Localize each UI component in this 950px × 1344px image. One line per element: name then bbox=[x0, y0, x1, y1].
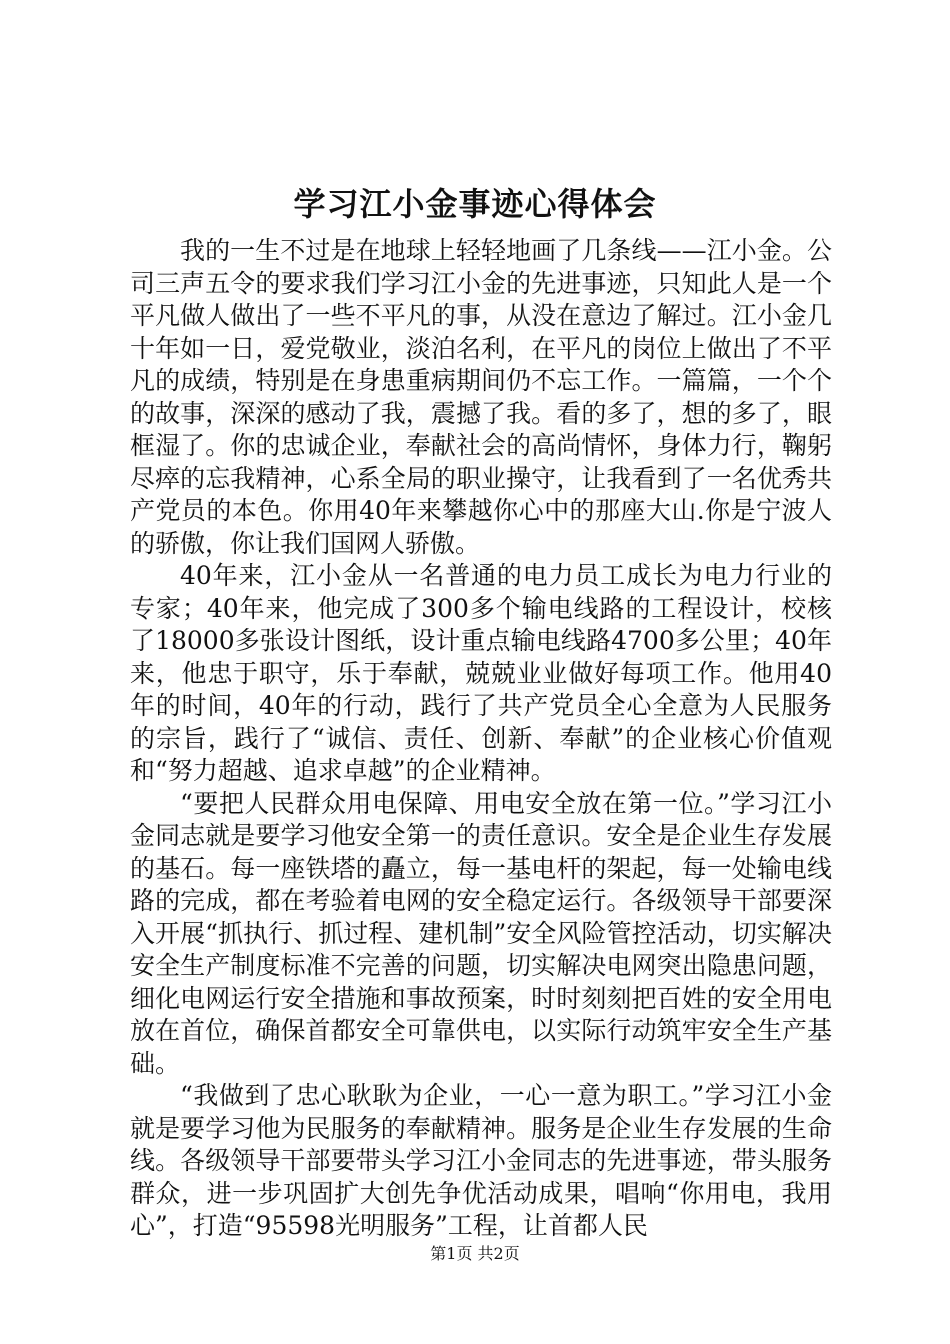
paragraph-2: 40年来，江小金从一名普通的电力员工成长为电力行业的专家；40年来，他完成了300多个输电线路的工程设计，校核了18000多张设计图纸，设计重点输电线路4700多公里；40年来，他忠于职守，乐于奉献，兢兢业业做好每项工作。他用40年的时间，40年的行动，践行了共产党员全心全意为人民服务的宗旨，践行了“诚信、责任、创新、奉献”的企业核心价值观和“努力超越、追求卓越”的企业精神。 bbox=[130, 561, 832, 785]
paragraph-3: “要把人民群众用电保障、用电安全放在第一位。”学习江小金同志就是要学习他安全第一的责任意识。安全是企业生存发展的基石。每一座铁塔的矗立，每一基电杆的架起，每一处输电线路的完成，都在考验着电网的安全稳定运行。各级领导干部要深入开展“抓执行、抓过程、建机制”安全风险管控活动，切实解决安全生产制度标准不完善的问题，切实解决电网突出隐患问题，细化电网运行安全措施和事故预案，时时刻刻把百姓的安全用电放在首位，确保首都安全可靠供电，以实际行动筑牢安全生产基础。 bbox=[130, 788, 832, 1078]
document-body bbox=[130, 235, 832, 1243]
paragraph-4: “我做到了忠心耿耿为企业，一心一意为职工。”学习江小金就是要学习他为民服务的奉献精神。服务是企业生存发展的生命线。各级领导干部要带头学习江小金同志的先进事迹，带头服务群众，进一步巩固扩大创先争优活动成果，唱响“你用电，我用心”，打造“95598光明服务”工程，让首都人民 bbox=[130, 1081, 832, 1240]
paragraph-1: 我的一生不过是在地球上轻轻地画了几条线——江小金。公司三声五令的要求我们学习江小金的先进事迹，只知此人是一个平凡做人做出了一些不平凡的事，从没在意边了解过。江小金几十年如一日，爱党敬业，淡泊名利，在平凡的岗位上做出了不平凡的成绩，特别是在身患重病期间仍不忘工作。一篇篇，一个个的故事，深深的感动了我，震撼了我。看的多了，想的多了，眼框湿了。你的忠诚企业，奉献社会的高尚情怀，身体力行，鞠躬尽瘁的忘我精神，心系全局的职业操守，让我看到了一名优秀共产党员的本色。你用40年来攀越你心中的那座大山.你是宁波人的骄傲，你让我们国网人骄傲。 bbox=[130, 236, 832, 558]
document-title: 学习江小金事迹心得体会 bbox=[293, 185, 657, 223]
page-number-footer: 第1页 共2页 bbox=[430, 1244, 520, 1263]
